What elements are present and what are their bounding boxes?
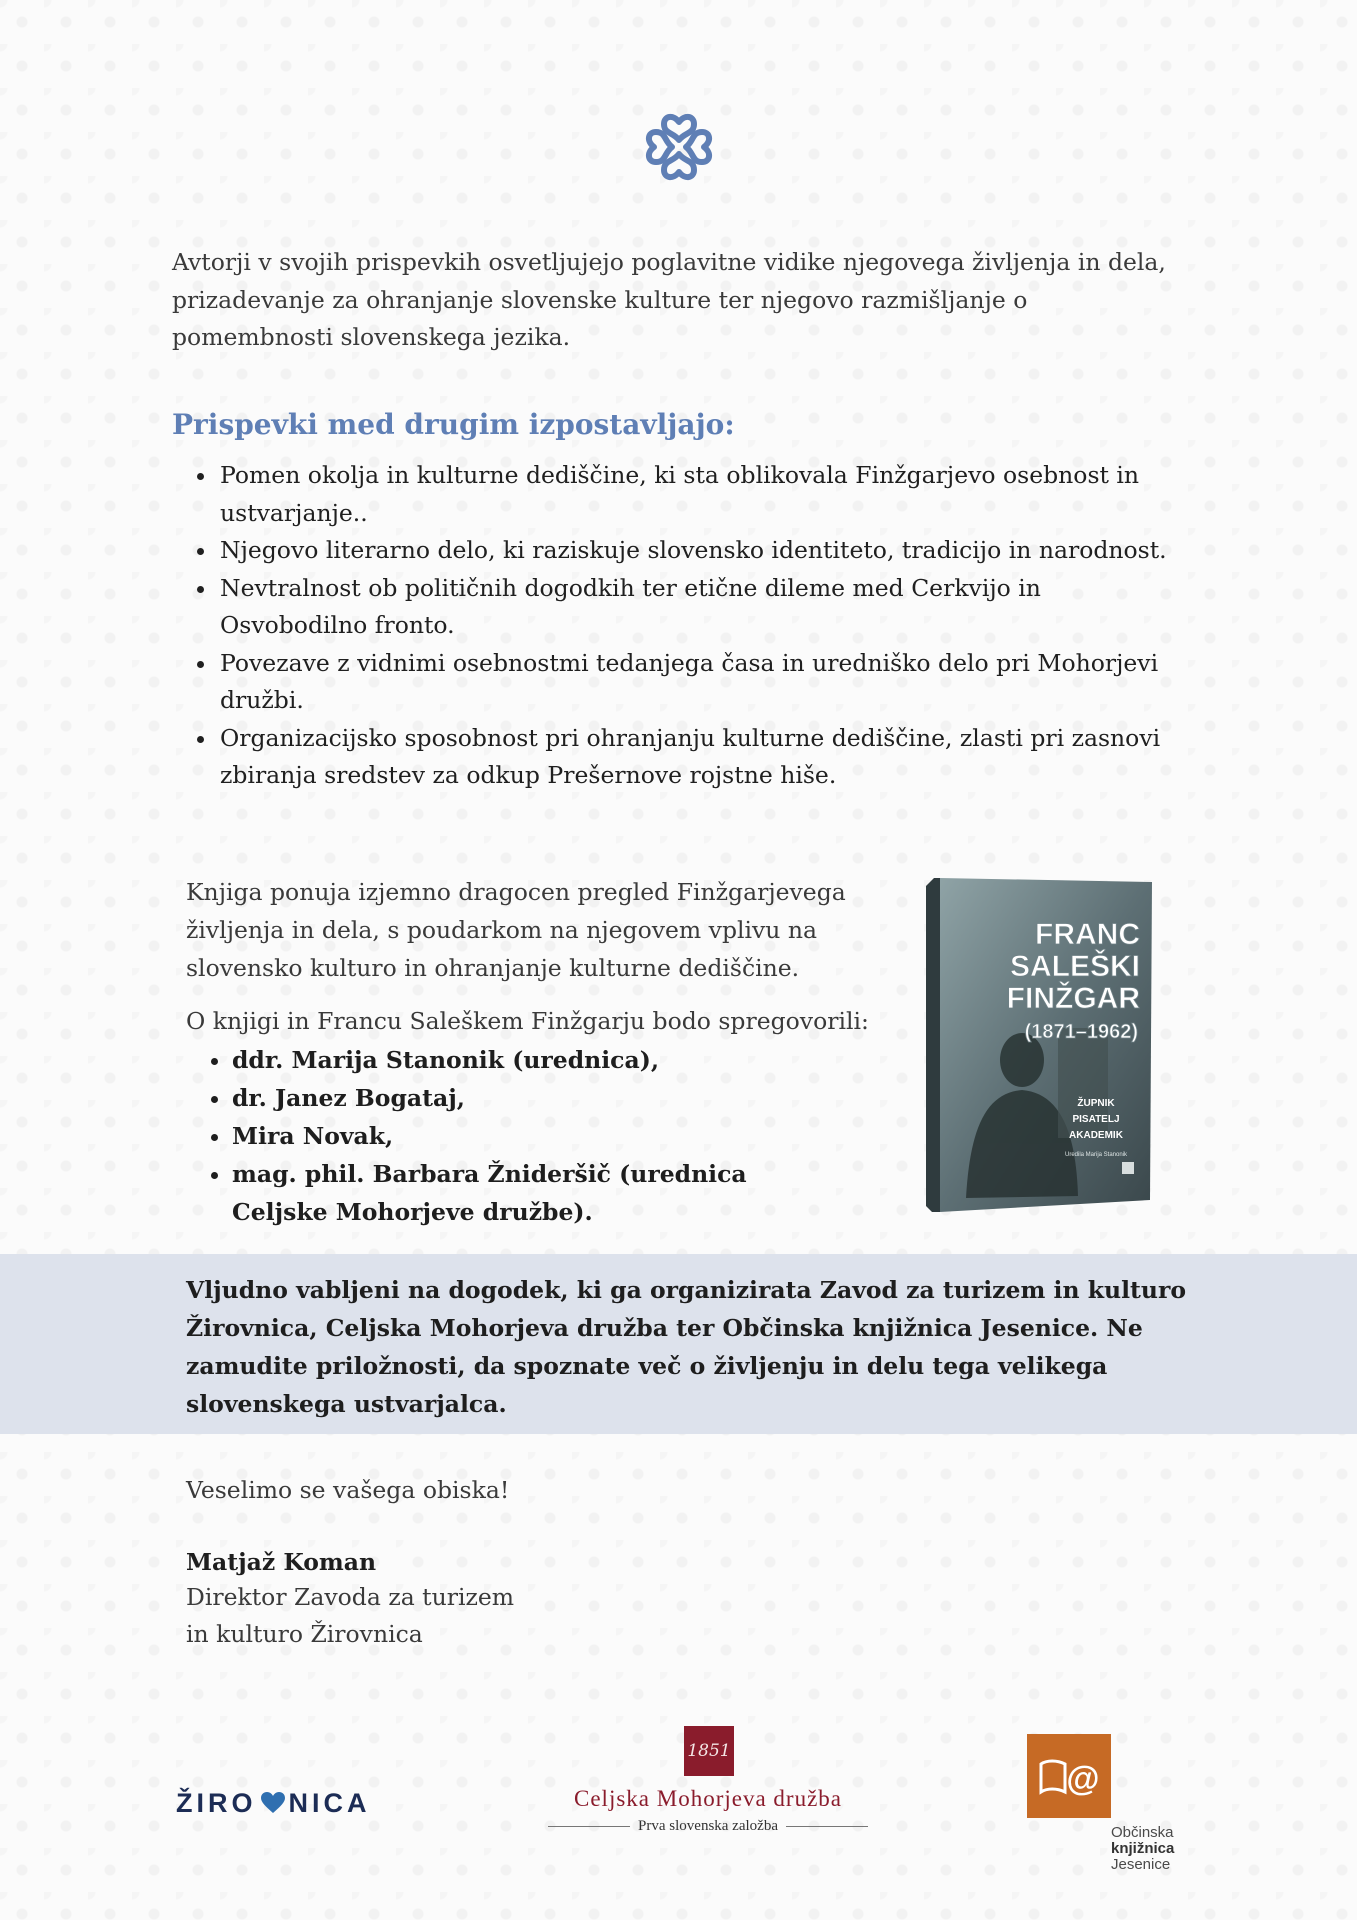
logo-text: ŽIRO	[176, 1787, 257, 1818]
publisher-mark	[1122, 1162, 1134, 1174]
zirovnica-logo	[176, 1786, 371, 1820]
quatrefoil-hearts-icon	[642, 110, 716, 184]
cover-years: (1871–1962)	[1024, 1021, 1138, 1043]
cmd-badge: 1851	[684, 1726, 734, 1776]
speaker-item: • ddr. Marija Stanonik (urednica),	[232, 1041, 846, 1079]
speaker-item: • mag. phil. Barbara Žnideršič (urednica Celjske Mohorjeve družbe).	[232, 1155, 846, 1231]
cover-editor: Uredila Marija Stanonik	[1064, 1152, 1128, 1158]
list-item: • Nevtralnost ob političnih dogodkih ter etične dileme med Cerkvijo in Osvobodilno fronto.	[218, 570, 1192, 645]
speaker-item: • dr. Janez Bogataj,	[232, 1079, 846, 1117]
library-logo	[1027, 1734, 1177, 1874]
intro-paragraph: Avtorji v svojih prispevkih osvetljujejo poglavitne vidike njegovega življenja in dela, prizadevanje za ohranjanje slovenske kulture ter njegovo razmišljanje o pomembnosti slovenskega jezika.	[172, 248, 1166, 351]
cover-title-line: FRANC	[1035, 918, 1140, 951]
speakers-list	[186, 1041, 846, 1231]
celjska-mohorjeva-logo	[548, 1726, 868, 1836]
library-name-line: Občinska	[1111, 1824, 1174, 1841]
signer-title: in kulturo Žirovnica	[186, 1620, 423, 1648]
cmd-name: Celjska Mohorjeva družba	[574, 1786, 842, 1811]
cover-subtitle-line: ŽUPNIK	[1077, 1098, 1115, 1109]
list-item: • Organizacijsko sposobnost pri ohranjanju kulturne dediščine, zlasti pri zasnovi zbiranja sredstev za odkup Prešernove rojstne hiše.	[218, 720, 1192, 795]
highlights-heading: Prispevki med drugim izpostavljajo:	[172, 408, 735, 441]
logo-text: NICA	[288, 1787, 371, 1818]
list-item: • Pomen okolja in kulturne dediščine, ki sta oblikovala Finžgarjevo osebnost in ustvarjanje..	[218, 457, 1192, 532]
book-at-sign-icon	[1027, 1734, 1111, 1818]
list-item: • Njegovo literarno delo, ki raziskuje slovensko identiteto, tradicijo in narodnost.	[218, 532, 1192, 570]
svg-text:@: @	[1066, 1760, 1100, 1798]
book-summary: Knjiga ponuja izjemno dragocen pregled Finžgarjevega življenja in dela, s poudarkom na njegovem vplivu na slovensko kulturo in ohranjanje kulturne dediščine.	[186, 878, 846, 982]
cover-title-line: SALEŠKI	[1009, 950, 1140, 983]
cover-title-line: FINŽGAR	[1006, 982, 1140, 1015]
speaker-item: • Mira Novak,	[232, 1117, 846, 1155]
cmd-subtitle: Prva slovenska založba	[638, 1818, 778, 1834]
cover-subtitle-line: PISATELJ	[1072, 1114, 1120, 1125]
cover-subtitle-line: AKADEMIK	[1069, 1130, 1123, 1141]
heart-icon	[261, 1792, 285, 1814]
invitation-text: Vljudno vabljeni na dogodek, ki ga organizirata Zavod za turizem in kulturo Žirovnica, Celjska Mohorjeva družba ter Občinska knjižnica Jesenice. Ne zamudite priložnosti, da spoznate več o življenju in delu tega velikega slovenskega ustvarjalca.	[186, 1276, 1187, 1418]
speakers-intro: O knjigi in Francu Saleškem Finžgarju bodo spregovorili:	[186, 1007, 869, 1035]
divider	[786, 1826, 868, 1827]
library-name-line: Jesenice	[1111, 1856, 1171, 1873]
library-name-line: knjižnica	[1111, 1840, 1175, 1857]
cmd-tagline	[548, 1818, 868, 1835]
highlights-list	[172, 457, 1192, 795]
divider	[548, 1826, 630, 1827]
signer-title: Direktor Zavoda za turizem	[186, 1583, 515, 1611]
signer-name: Matjaž Koman	[186, 1548, 377, 1576]
book-spine	[926, 878, 940, 1212]
closing-line: Veselimo se vašega obiska!	[186, 1476, 510, 1504]
list-item: • Povezave z vidnimi osebnostmi tedanjega časa in uredniško delo pri Mohorjevi družbi.	[218, 645, 1192, 720]
book-cover-image	[926, 878, 1154, 1212]
